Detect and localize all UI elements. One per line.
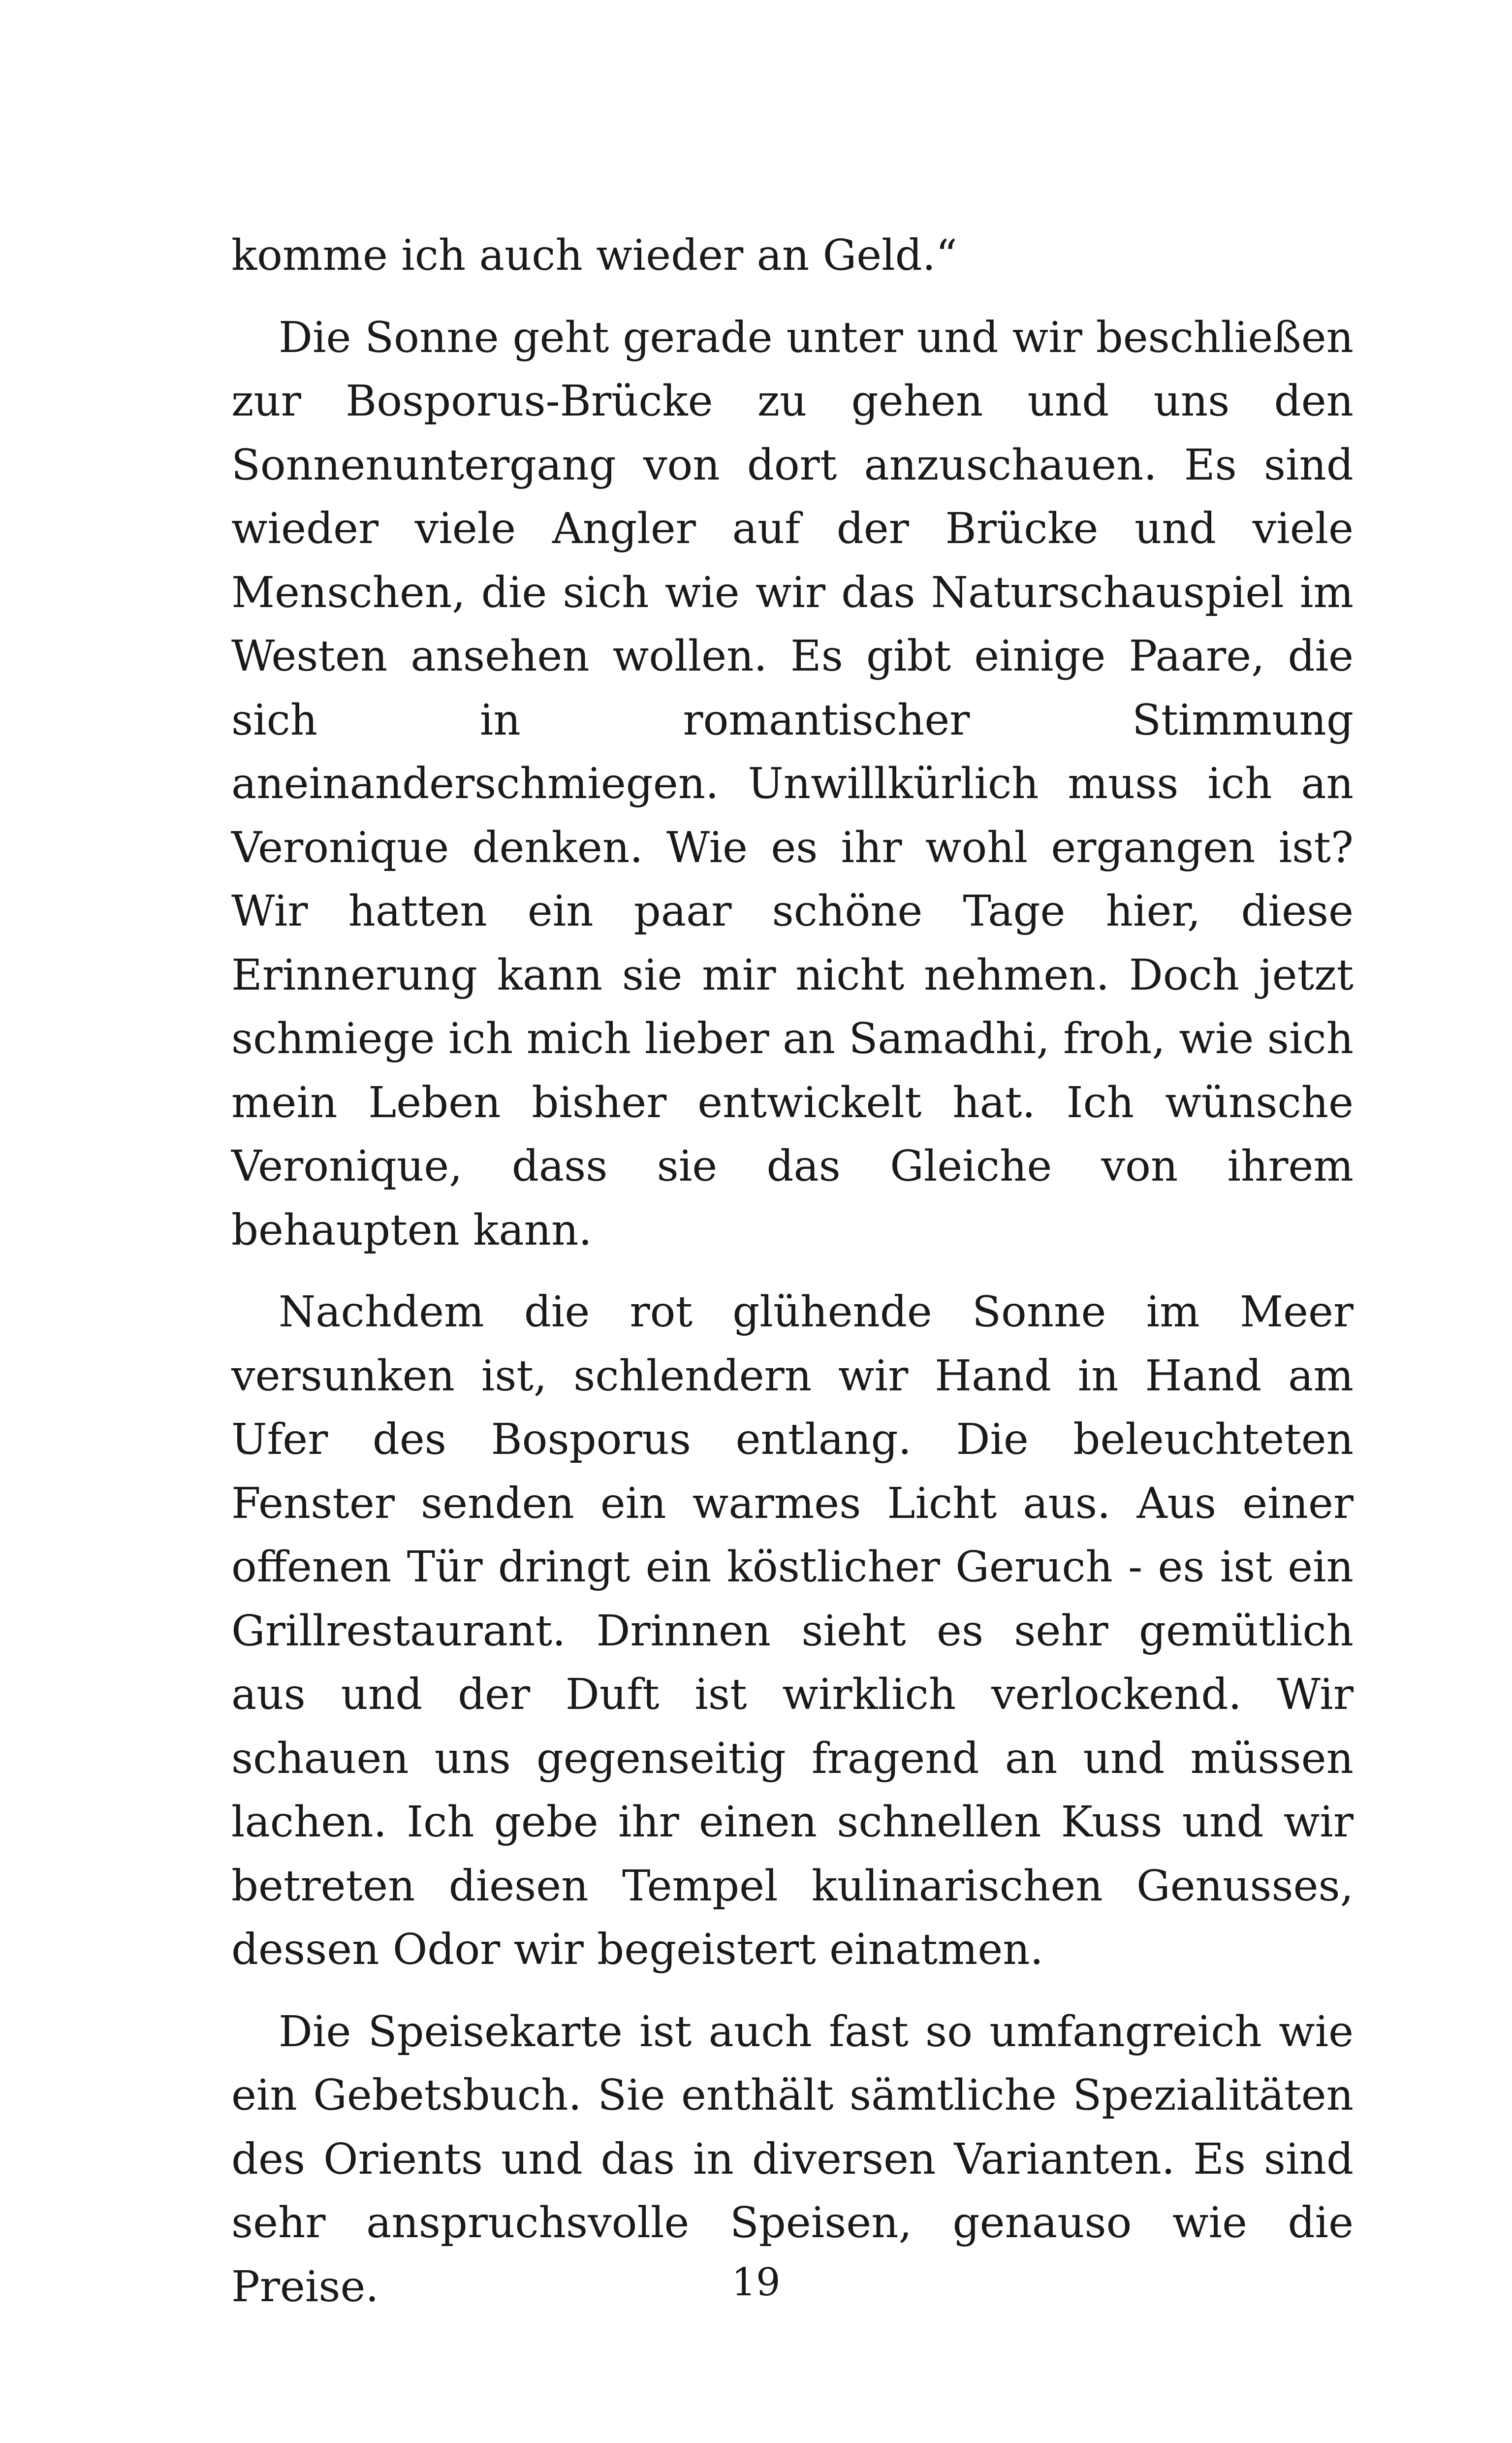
body-text xyxy=(231,224,1354,2319)
page-number: 19 xyxy=(731,2260,781,2305)
paragraph-3: Nachdem die rot glühende Sonne im Meer versunken ist, schlendern wir Hand in Hand am Ufer des Bosporus entlang. Die beleuchteten Fenster senden ein warmes Licht aus. Aus einer offenen Tür dringt ein köstlicher Geruch - es ist ein Grillrestaurant. Drinnen sieht es sehr gemütlich aus und der Duft ist wirklich verlockend. Wir schauen uns gegenseitig fragend an und müssen lachen. Ich gebe ihr einen schnellen Kuss und wir betreten diesen Tempel kulinarischen Genusses, dessen Odor wir begeistert einatmen. xyxy=(231,1287,1354,1974)
paragraph-2: Die Sonne geht gerade unter und wir beschließen zur Bosporus-Brücke zu gehen und uns den Sonnenuntergang von dort anzuschauen. Es sind wieder viele Angler auf der Brücke und viele Menschen, die sich wie wir das Naturschauspiel im Westen ansehen wollen. Es gibt einige Paare, die sich in romantischer Stimmung aneinanderschmiegen. Unwillkürlich muss ich an Veronique denken. Wie es ihr wohl ergangen ist? Wir hatten ein paar schöne Tage hier, diese Erinnerung kann sie mir nicht nehmen. Doch jetzt schmiege ich mich lieber an Samadhi, froh, wie sich mein Leben bisher entwickelt hat. Ich wünsche Veronique, dass sie das Gleiche von ihrem behaupten kann. xyxy=(231,313,1354,1255)
paragraph-4: Die Speisekarte ist auch fast so umfangreich wie ein Gebetsbuch. Sie enthält sämtliche Spezialitäten des Orients und das in diversen Varianten. Es sind sehr anspruchsvolle Speisen, genauso wie die Preise. xyxy=(231,2007,1354,2312)
paragraph-1: komme ich auch wieder an Geld.“ xyxy=(231,231,958,280)
